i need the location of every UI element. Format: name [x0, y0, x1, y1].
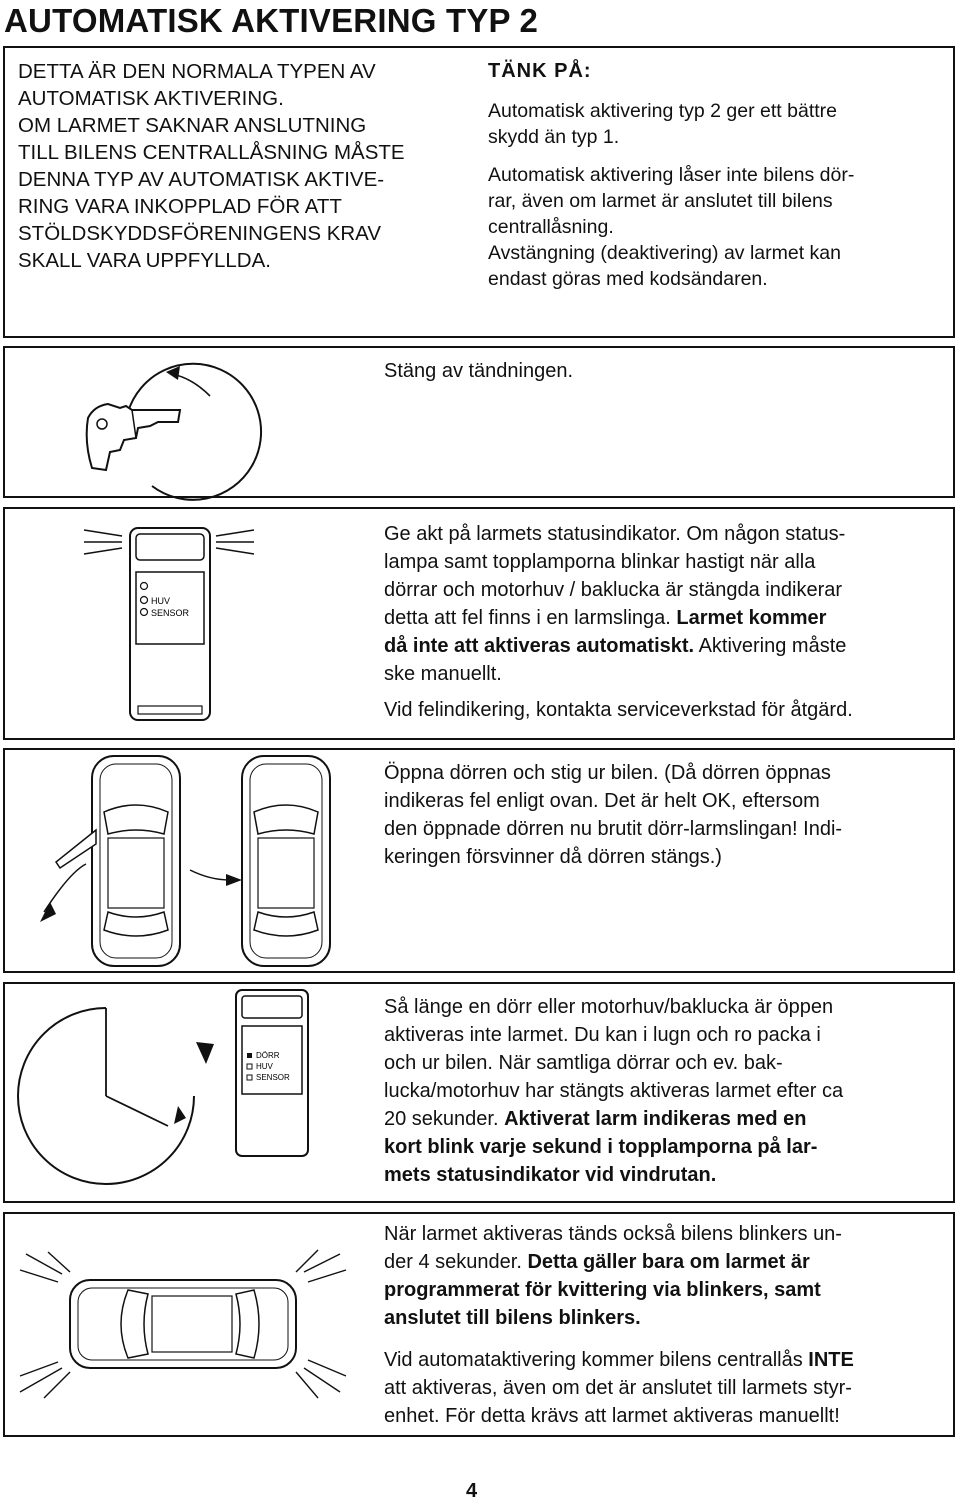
led-label-sensor-2: SENSOR: [256, 1073, 290, 1082]
car-door-open-icon: [40, 756, 180, 966]
step-door-text: Öppna dörren och stig ur bilen. (Då dörren öppnas indikeras fel enligt ovan. Det är helt OK, eftersom den öppnade dörren nu brutit dörr-larmslingan! Indi- keringen försvinner då dörren stängs.): [384, 762, 843, 868]
blink-lines-front: [20, 1252, 70, 1398]
top-lamp: [136, 534, 204, 560]
arm-timer-illustration: [10, 986, 330, 1201]
think-notes: TÄNK PÅ: Automatisk aktivering typ 2 ger ett bättre skydd än typ 1. Automatisk aktivering låser inte bilens dör- rar, även om larmet är anslutet till bilens centrallåsning. Avstängning (deaktivering) av larmet kan endast göras med kodsändaren.: [488, 58, 928, 292]
led-dorr: [247, 1053, 252, 1058]
led-label-dorr: DÖRR: [256, 1051, 280, 1060]
led-sensor-2: [247, 1075, 252, 1080]
step-arm-text: Så länge en dörr eller motorhuv/baklucka är öppen aktiveras inte larmet. Du kan i lugn och ro packa i och ur bilen. När samtliga dörrar och ev. bak- lucka/motorhuv har stängts aktiveras larmet efter ca 20 sekunder. Aktiverat larm indikeras med en kort blink varje sekund i topplamporna på lar- mets statusindikator vid vindrutan.: [384, 996, 844, 1186]
car-blinkers-illustration: [18, 1250, 348, 1400]
status-indicator-illustration: [80, 520, 260, 730]
think-heading: TÄNK PÅ:: [488, 60, 592, 82]
car-door-illustration: [30, 752, 350, 970]
page-number: 4: [466, 1480, 478, 1502]
flash-lines-left: [84, 530, 122, 554]
led-label-sensor: SENSOR: [151, 608, 190, 618]
flash-lines-right: [216, 530, 254, 554]
step-blinkers-text: När larmet aktiveras tänds också bilens blinkers un- der 4 sekunder. Detta gäller bara om larmet är programmerat för kvittering via blinkers, samt anslutet till bilens blinkers. Vid automataktivering kommer bilens centrallås INTE att aktiveras, även om det är anslutet till larmets styr- enhet. För detta krävs att larmet aktiveras manuellt!: [384, 1223, 854, 1427]
blink-lines-rear: [296, 1250, 346, 1398]
timer-arrow-down: [196, 1042, 214, 1064]
led-huv-2: [247, 1064, 252, 1069]
key-ignition-illustration: [80, 352, 260, 492]
led-label-huv-2: HUV: [256, 1062, 273, 1071]
car-top-view-icon: [70, 1280, 296, 1368]
page-title: AUTOMATISK AKTIVERING TYP 2: [4, 2, 539, 39]
intro-warning: DETTA ÄR DEN NORMALA TYPEN AV AUTOMATISK AKTIVERING. OM LARMET SAKNAR ANSLUTNING TILL BILENS CENTRALLÅSNING MÅSTE DENNA TYP AV AUTOMATISK AKTIVE- RING VARA INKOPPLAD FÖR ATT STÖLDSKYDDSFÖRENINGENS KRAV SKALL VARA UPPFYLLDA.: [18, 60, 405, 272]
car-door-closed-icon: [190, 756, 330, 966]
step-status-text: Ge akt på larmets statusindikator. Om någon status- lampa samt topplamporna blinkar hastigt när alla dörrar och motorhuv / baklucka är stängda indikerar detta att fel finns i en larmslinga. Larmet kommer då inte att aktiveras automatiskt. Aktivering måste ske manuellt. Vid felindikering, kontakta serviceverkstad för åtgärd.: [384, 523, 853, 721]
timer-arrow-left: [174, 1106, 186, 1124]
bottom-slot: [138, 706, 202, 714]
led-label-huv: HUV: [151, 596, 171, 606]
key-icon: [87, 404, 180, 470]
step-ignition-text: Stäng av tändningen.: [384, 360, 574, 382]
